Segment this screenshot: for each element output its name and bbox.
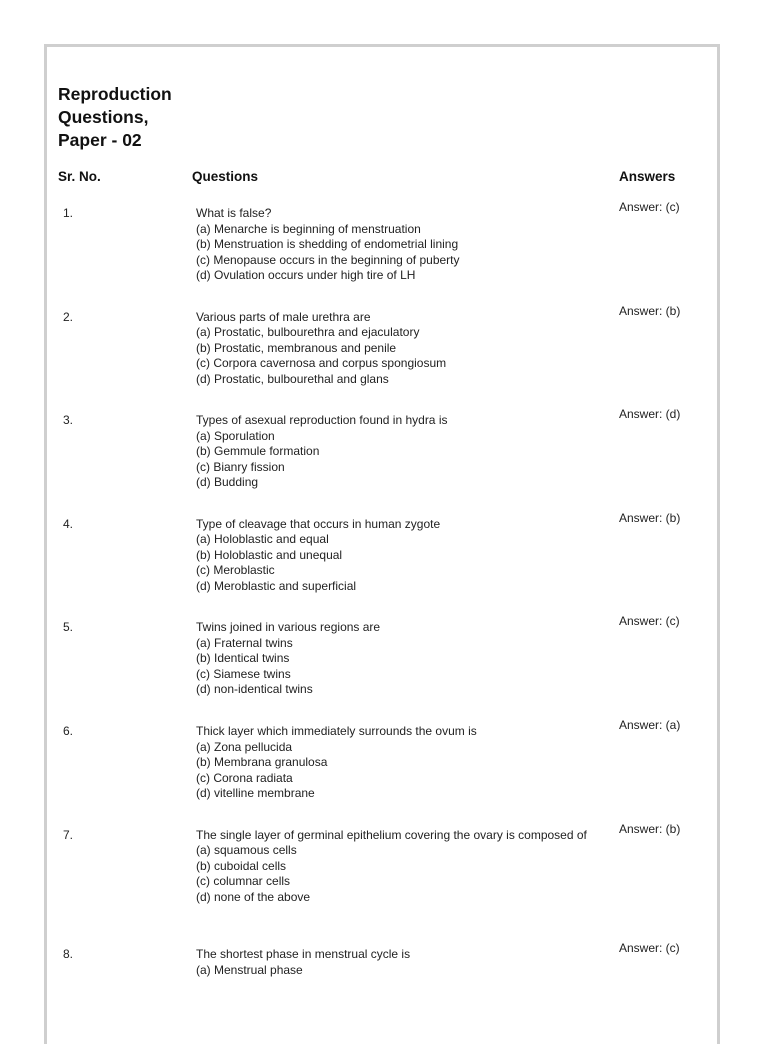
document-page [44,44,720,1044]
option-d: (d) vitelline membrane [196,786,315,800]
option-b: (b) Gemmule formation [196,444,320,458]
question-stem: Twins joined in various regions are [196,620,381,634]
option-c: (c) Bianry fission [196,459,285,474]
question-stem: Various parts of male urethra are [196,309,371,324]
question-stem: The shortest phase in menstrual cycle is [196,947,411,961]
option-b: (b) Menstruation is shedding of endometrial lining [196,237,459,251]
option-a: (a) Fraternal twins [196,635,293,650]
question-number: 7. [63,827,74,842]
option-d: (d) none of the above [196,889,311,904]
question-number: 3. [63,413,74,427]
question-stem: Types of asexual reproduction found in hydra is [196,413,448,427]
question-text [196,517,596,595]
question-number: 6. [63,724,74,738]
option-c: (c) Meroblastic [196,563,275,577]
option-a: (a) Menstrual phase [196,962,303,977]
option-a: (a) Sporulation [196,428,275,443]
option-b: (b) cuboidal cells [196,858,287,873]
option-a: (a) Menarche is beginning of menstruation [196,221,421,236]
question-text [196,947,596,978]
option-d: (d) non-identical twins [196,682,313,696]
page-title: Reproduction Questions, Paper - 02 [58,84,172,150]
question-stem: Type of cleavage that occurs in human zygote [196,516,441,531]
option-a: (a) Prostatic, bulbourethra and ejaculatory [196,325,420,339]
question-text [196,206,596,284]
answer-text: Answer: (b) [619,303,681,318]
answer-text: Answer: (a) [619,718,681,732]
option-a: (a) Zona pellucida [196,739,293,754]
header-sr-no: Sr. No. [58,169,101,184]
answer-text: Answer: (c) [619,614,680,628]
header-questions: Questions [192,169,259,184]
answer-text: Answer: (d) [619,407,681,421]
option-d: (d) Budding [196,475,259,489]
option-d: (d) Meroblastic and superficial [196,578,357,593]
answer-text: Answer: (c) [619,941,680,955]
option-b: (b) Identical twins [196,651,290,665]
question-number: 1. [63,206,74,220]
header-answers: Answers [619,169,676,184]
question-text [196,828,596,906]
option-a: (a) Holoblastic and equal [196,532,329,546]
option-c: (c) columnar cells [196,874,291,888]
question-stem: What is false? [196,206,272,220]
question-number: 8. [63,947,74,961]
question-text [196,413,596,491]
question-number: 2. [63,309,74,324]
question-text [196,620,596,698]
question-stem: The single layer of germinal epithelium covering the ovary is composed of [196,827,587,842]
answer-text: Answer: (b) [619,510,681,525]
question-text [196,310,596,388]
option-b: (b) Prostatic, membranous and penile [196,340,397,355]
option-c: (c) Siamese twins [196,666,291,681]
option-b: (b) Membrana granulosa [196,755,328,769]
answer-text: Answer: (c) [619,200,680,214]
answer-text: Answer: (b) [619,821,681,836]
question-number: 5. [63,620,74,634]
question-number: 4. [63,516,74,531]
question-stem: Thick layer which immediately surrounds the ovum is [196,724,477,738]
option-d: (d) Prostatic, bulbourethal and glans [196,371,389,386]
option-b: (b) Holoblastic and unequal [196,547,343,562]
option-a: (a) squamous cells [196,843,297,857]
question-text [196,724,596,802]
option-c: (c) Corona radiata [196,770,293,785]
option-c: (c) Corpora cavernosa and corpus spongiosum [196,356,447,370]
option-c: (c) Menopause occurs in the beginning of puberty [196,252,460,267]
option-d: (d) Ovulation occurs under high tire of LH [196,268,416,282]
